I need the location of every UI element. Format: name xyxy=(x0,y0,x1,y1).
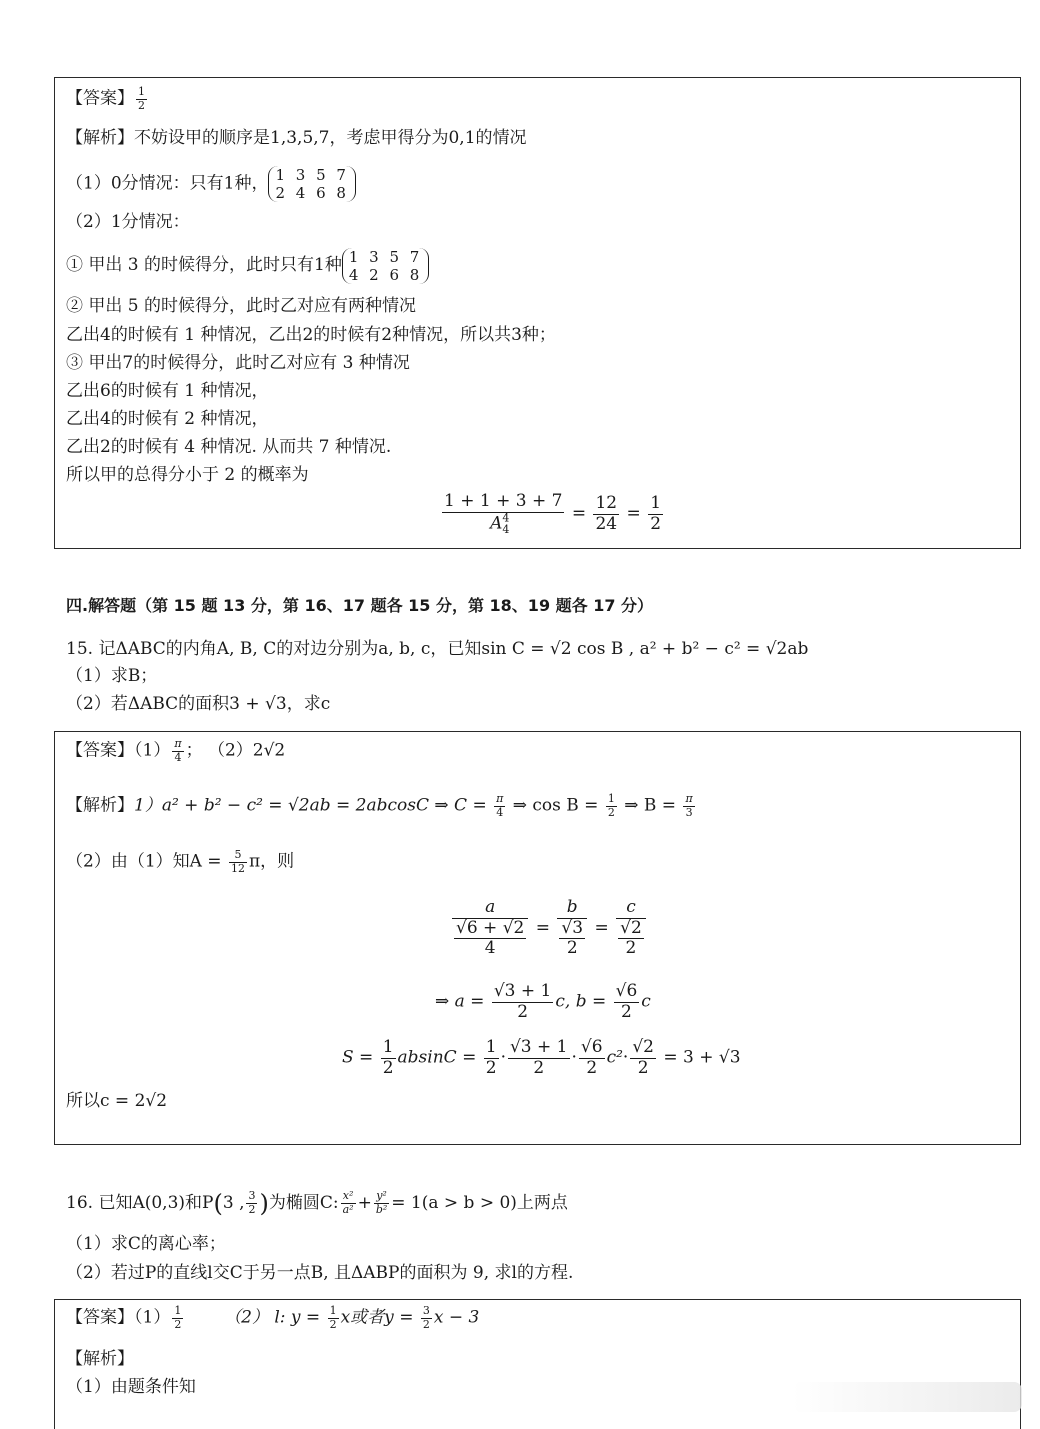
q16-stem: 16. 已知A(0,3)和P(3 , $\frac{3}{2}$ )为椭圆C: $\frac{\text{x²}}{\text{a²}}$ + $\frac{\text{y²}}{\text{b²}}$ = 1(a > b > 0)上两点 xyxy=(66,1189,568,1218)
watermark-blur xyxy=(792,1382,1022,1412)
final-line-2: 所以c = 2√2 xyxy=(66,1091,168,1111)
analysis-first-3: （1）由题条件知 xyxy=(66,1377,196,1397)
sub3-line1: 乙出6的时候有 1 种情况， xyxy=(66,381,269,401)
sub3-line2: 乙出4的时候有 2 种情况， xyxy=(66,409,269,429)
answer-line-1 xyxy=(66,86,149,112)
q16-part1: （1）求C的离心率； xyxy=(66,1234,226,1254)
q16-part2: （2）若过P的直线l交C于另一点B, 且ΔABP的面积为 9, 求l的方程. xyxy=(66,1263,574,1283)
answer-label: 【答案】 xyxy=(66,88,134,109)
sub3-line: ③ 甲出7的时候得分，此时乙对应有 3 种情况 xyxy=(66,353,410,373)
sub2-detail: 乙出4的时候有 1 种情况，乙出2的时候有2种情况，所以共3种； xyxy=(66,325,556,345)
area-formula: S = $\frac{1}{2}$ absinC = $\frac{1}{2}$ · $\frac{√3 + 1}{2}$ · $\frac{√6}{2}$ c²· $\frac{√2}{2}$ = 3 + √3 xyxy=(342,1037,741,1078)
sine-law-formula: $\frac{a}{\frac{√6 + √2}{4}}$ = $\frac{b}{\frac{√3}{2}}$ = $\frac{c}{\frac{√2}{2}}$ xyxy=(450,898,648,959)
q15-part1: （1）求B； xyxy=(66,666,158,686)
analysis-label: 【解析】 xyxy=(66,128,134,148)
analysis-line-1 xyxy=(66,127,527,149)
analysis-label-3: 【解析】 xyxy=(66,1349,134,1369)
answer-fraction: $\frac{1}{2}$ xyxy=(138,85,145,112)
case0-line: （1）0分情况：只有1种， 1 3 5 7 2 4 6 8 xyxy=(66,166,356,202)
sub2-line: ② 甲出 5 的时候得分，此时乙对应有两种情况 xyxy=(66,296,417,316)
analysis-line-2: 【解析】1）a² + b² − c² = √2ab = 2abcosC ⇒ C = $\frac{\pi}{4}$ ⇒ cos B = $\frac{1}{2}$ ⇒ B = $\frac{\pi}{3}$ xyxy=(66,792,693,819)
conclusion-line: 所以甲的总得分小于 2 的概率为 xyxy=(66,465,309,485)
sub1-line: ① 甲出 3 的时候得分，此时只有1种 1 3 5 7 4 2 6 8 xyxy=(66,247,429,284)
q15-part2: （2）若ΔABC的面积3 + √3，求c xyxy=(66,694,331,714)
q15-stem: 15. 记ΔABC的内角A, B, C的对边分别为a, b, c，已知sin C = √2 cos B , a² + b² − c² = √2ab xyxy=(66,639,809,659)
step2-formula: ⇒ a = $\frac{√3 + 1}{2}$ c, b = $\frac{√6}{2}$ c xyxy=(435,981,651,1022)
case0-matrix: 1 3 5 7 2 4 6 8 xyxy=(268,166,355,202)
sub3-line3: 乙出2的时候有 4 种情况. 从而共 7 种情况. xyxy=(66,437,392,457)
case1-line: （2）1分情况： xyxy=(66,212,190,232)
part2-line-2: （2）由（1）知A = $\frac{5}{12}$ π，则 xyxy=(66,848,295,875)
analysis-text: 不妨设甲的顺序是1,3,5,7，考虑甲得分为0,1的情况 xyxy=(134,128,527,148)
section-title: 四.解答题（第 15 题 13 分，第 16、17 题各 15 分，第 18、19 题各 17 分） xyxy=(66,596,654,615)
answer-line-3: 【答案】（1） $\frac{1}{2}$ （2） l: y = $\frac{1}{2}$ x或者y = $\frac{3}{2}$ x − 3 xyxy=(66,1304,480,1331)
sub1-matrix: 1 3 5 7 4 2 6 8 xyxy=(342,248,429,284)
answer-line-2: 【答案】（1） $\frac{\pi}{4}$ ； （2）2√2 xyxy=(66,737,286,764)
probability-formula: $\frac{1 + 1 + 3 + 7}{A^4_4}$ = $\frac{12}{24}$ = $\frac{1}{2}$ xyxy=(444,491,662,536)
